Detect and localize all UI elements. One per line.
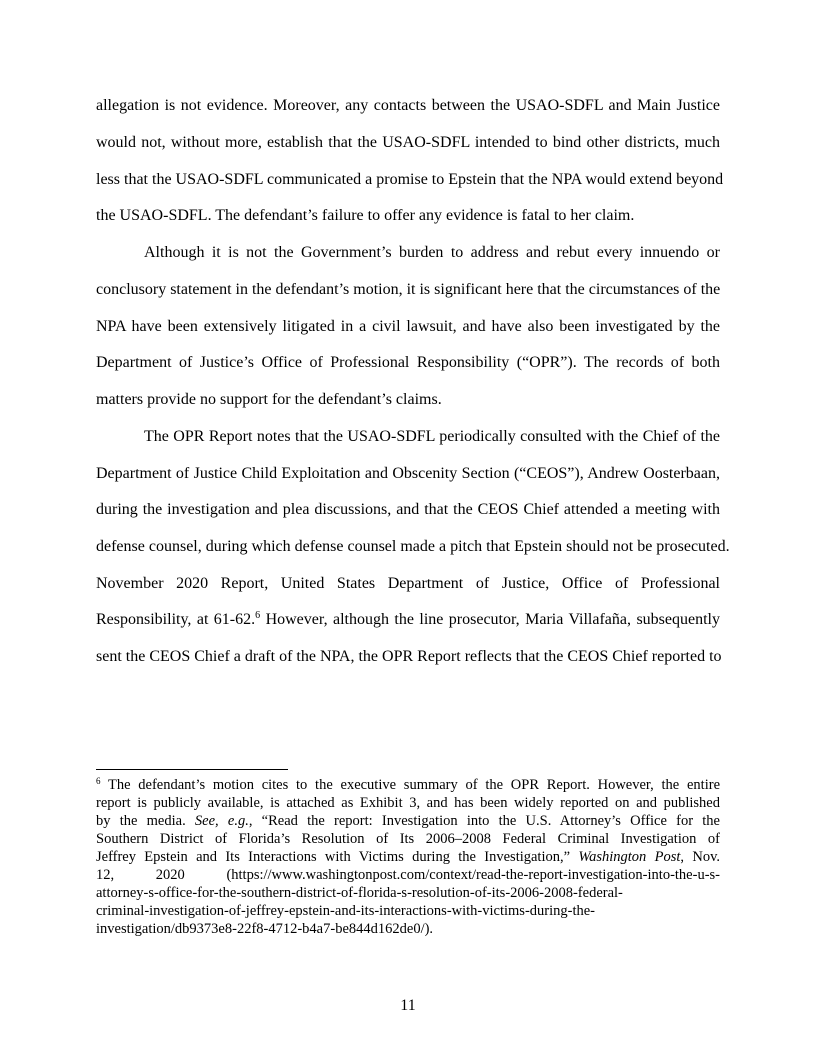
body-text-line: matters provide no support for the defendant’s claims. — [96, 391, 442, 408]
footnote-line — [96, 849, 720, 866]
footnote-publication-title: Washington Post — [578, 849, 681, 865]
footnote-marker: 6 — [96, 776, 101, 786]
body-text-line: the USAO-SDFL. The defendant’s failure to offer any evidence is fatal to her claim. — [96, 207, 635, 224]
footnote-citation-signal: See, e.g. — [194, 813, 249, 829]
footnote-url-line: 12, 2020 (https://www.washingtonpost.com/context/read-the-report-investigation-into-the-u-s- — [96, 867, 720, 883]
footnote-text: Jeffrey Epstein and Its Interactions with Victims during the Investigation,” — [96, 849, 579, 865]
body-text-line: less that the USAO-SDFL communicated a promise to Epstein that the NPA would extend beyond — [96, 171, 724, 188]
body-text-line: sent the CEOS Chief a draft of the NPA, the OPR Report reflects that the CEOS Chief reported to — [96, 648, 722, 665]
body-text-line: NPA have been extensively litigated in a civil lawsuit, and have also been investigated by the — [96, 318, 720, 335]
body-text-line: Although it is not the Government’s burden to address and rebut every innuendo or — [144, 244, 720, 261]
footnote-url-line: attorney-s-office-for-the-southern-district-of-florida-s-resolution-of-its-2006-2008-federal- — [96, 885, 623, 901]
footnote-text: by the media. — [96, 813, 195, 829]
footnote-text: The defendant’s motion cites to the executive summary of the OPR Report. However, the entire — [100, 777, 720, 793]
body-text-line: allegation is not evidence. Moreover, any contacts between the USAO-SDFL and Main Justice — [96, 97, 720, 114]
footnote-line — [96, 813, 720, 830]
body-text-segment: However, although the line prosecutor, Maria Villafaña, subsequently — [260, 611, 720, 628]
body-text-line: defense counsel, during which defense counsel made a pitch that Epstein should not be prosecuted. — [96, 538, 730, 555]
footnote-line: Southern District of Florida’s Resolution of Its 2006–2008 Federal Criminal Investigation of — [96, 831, 720, 847]
body-text-line: during the investigation and plea discussions, and that the CEOS Chief attended a meeting with — [96, 501, 720, 518]
footnote-reference[interactable]: 6 — [255, 610, 261, 621]
footnote-line: report is publicly available, is attached as Exhibit 3, and has been widely reported on and published — [96, 795, 720, 811]
footnote-text: , “Read the report: Investigation into the U.S. Attorney’s Office for the — [248, 813, 720, 829]
footnote-separator — [96, 769, 288, 770]
body-text-line — [96, 610, 720, 630]
page-number: 11 — [400, 997, 416, 1014]
body-text-line: Department of Justice Child Exploitation and Obscenity Section (“CEOS”), Andrew Oosterbaan, — [96, 465, 720, 482]
footnote-text: , Nov. — [680, 849, 720, 865]
footnote-line — [96, 777, 720, 794]
body-text-segment: Responsibility, at 61-62. — [96, 611, 256, 628]
body-text-line: would not, without more, establish that the USAO-SDFL intended to bind other districts, much — [96, 134, 720, 151]
footnote-url-line: criminal-investigation-of-jeffrey-epstein-and-its-interactions-with-victims-during-the- — [96, 903, 596, 919]
body-text-line: November 2020 Report, United States Department of Justice, Office of Professional — [96, 575, 720, 592]
body-text-line: Department of Justice’s Office of Professional Responsibility (“OPR”). The records of both — [96, 354, 720, 371]
body-text-line: The OPR Report notes that the USAO-SDFL periodically consulted with the Chief of the — [144, 428, 720, 445]
body-text-line: conclusory statement in the defendant’s motion, it is significant here that the circumstances of the — [96, 281, 721, 298]
footnote-url-line: investigation/db9373e8-22f8-4712-b4a7-be844d162de0/). — [96, 921, 434, 937]
